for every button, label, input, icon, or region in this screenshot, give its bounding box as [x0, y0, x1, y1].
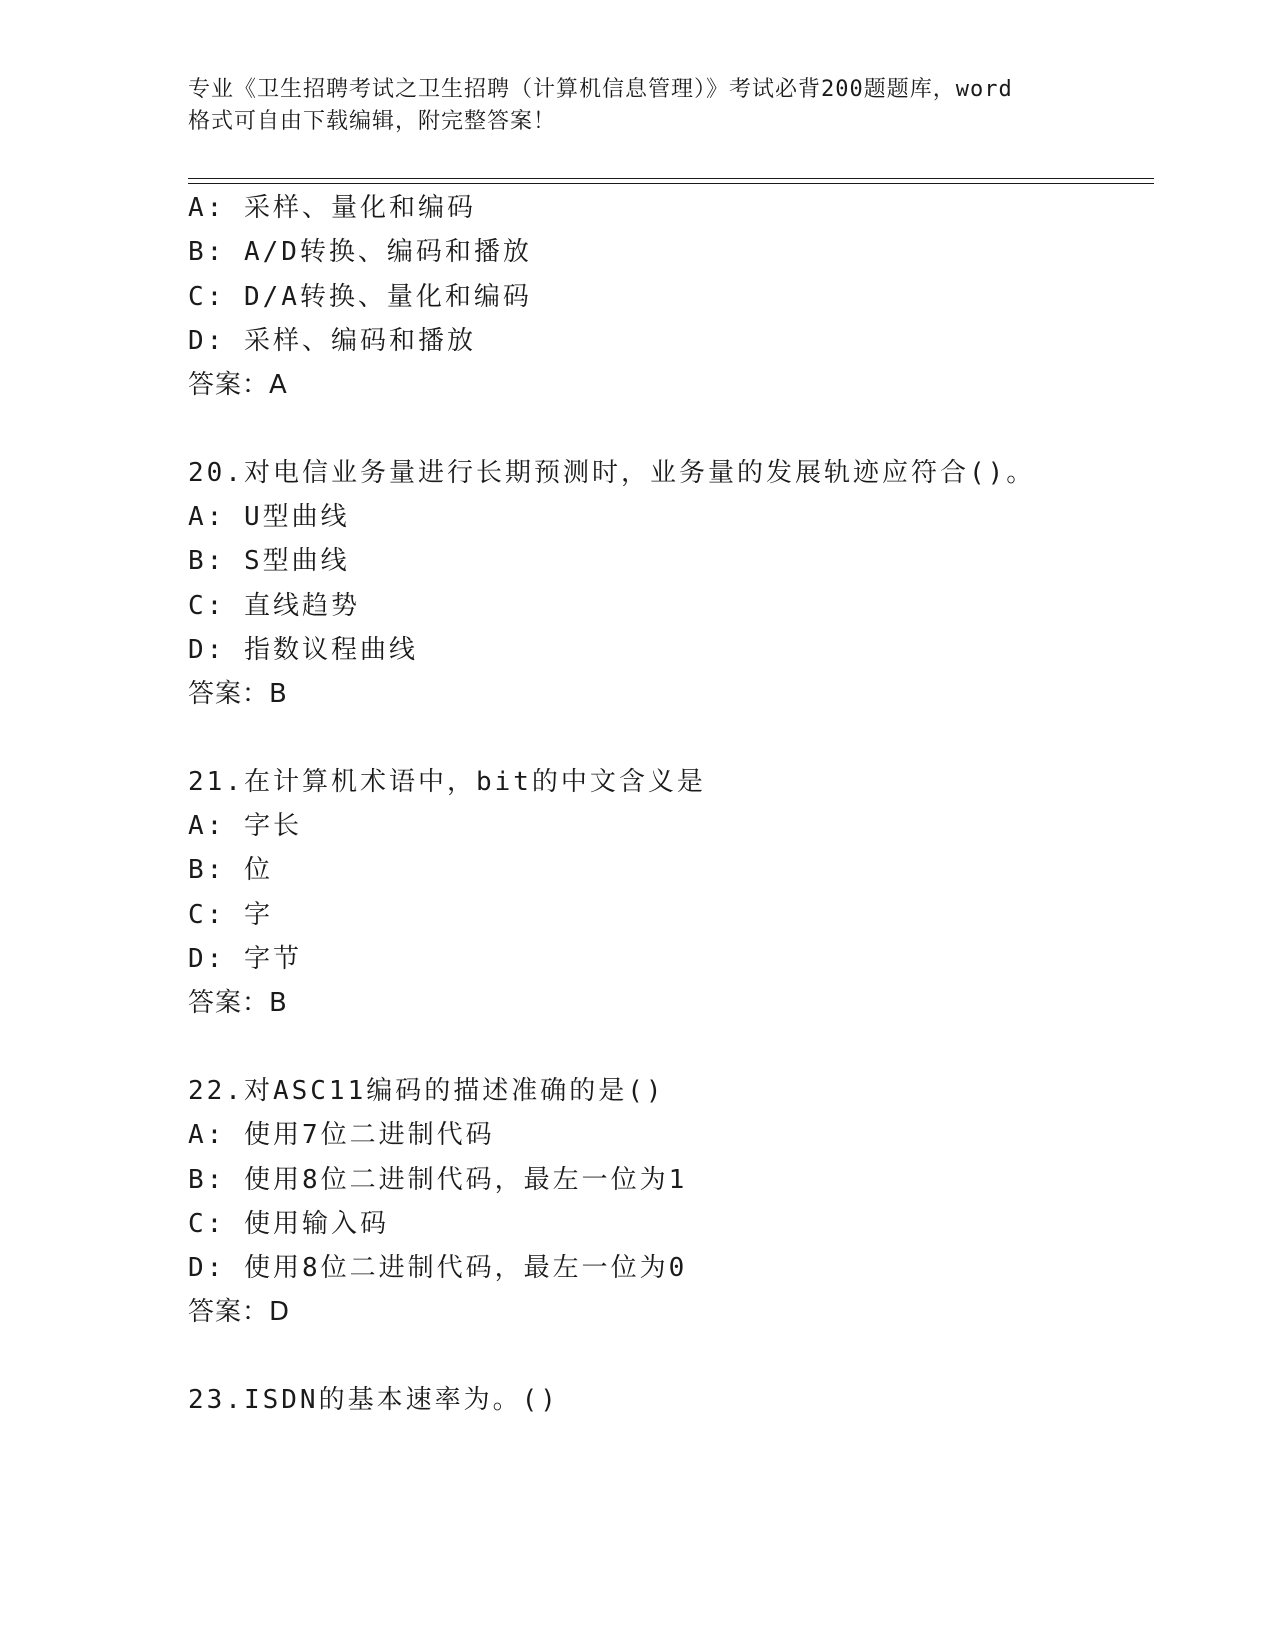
q22-option-c: C: 使用输入码: [188, 1209, 389, 1239]
q20-option-a: A: U型曲线: [188, 502, 350, 532]
q21-option-b: B: 位: [188, 855, 273, 885]
q19-option-a: A: 采样、量化和编码: [188, 193, 476, 223]
q21-answer: 答案：B: [188, 988, 288, 1018]
q20-answer: 答案：B: [188, 679, 288, 709]
q21-option-a: A: 字长: [188, 811, 302, 841]
q19-option-b: B: A/D转换、编码和播放: [188, 237, 532, 267]
q20-option-c: C: 直线趋势: [188, 591, 360, 621]
q19-option-c: C: D/A转换、量化和编码: [188, 282, 532, 312]
q20-option-b: B: S型曲线: [188, 546, 350, 576]
header-divider-top: [188, 178, 1154, 179]
q22-option-a: A: 使用7位二进制代码: [188, 1120, 495, 1150]
q21-option-c: C: 字: [188, 900, 273, 930]
q22-option-d: D: 使用8位二进制代码，最左一位为0: [188, 1253, 688, 1283]
document-header: [188, 74, 1098, 138]
header-line-1: 专业《卫生招聘考试之卫生招聘（计算机信息管理）》考试必背200题题库，word: [188, 77, 1013, 102]
q21-stem: 21.在计算机术语中，bit的中文含义是: [188, 767, 706, 797]
q19-option-d: D: 采样、编码和播放: [188, 326, 476, 356]
q22-option-b: B: 使用8位二进制代码，最左一位为1: [188, 1165, 688, 1195]
q23-stem: 23.ISDN的基本速率为。(): [188, 1385, 559, 1415]
q20-option-d: D: 指数议程曲线: [188, 635, 418, 665]
header-divider-bottom: [188, 183, 1154, 184]
q22-stem: 22.对ASC11编码的描述准确的是(): [188, 1076, 665, 1106]
q21-option-d: D: 字节: [188, 944, 302, 974]
q20-stem: 20.对电信业务量进行长期预测时，业务量的发展轨迹应符合()。: [188, 458, 1036, 488]
q19-answer: 答案：A: [188, 370, 288, 400]
q22-answer: 答案：D: [188, 1297, 291, 1327]
header-line-2: 格式可自由下载编辑，附完整答案！: [188, 109, 557, 134]
